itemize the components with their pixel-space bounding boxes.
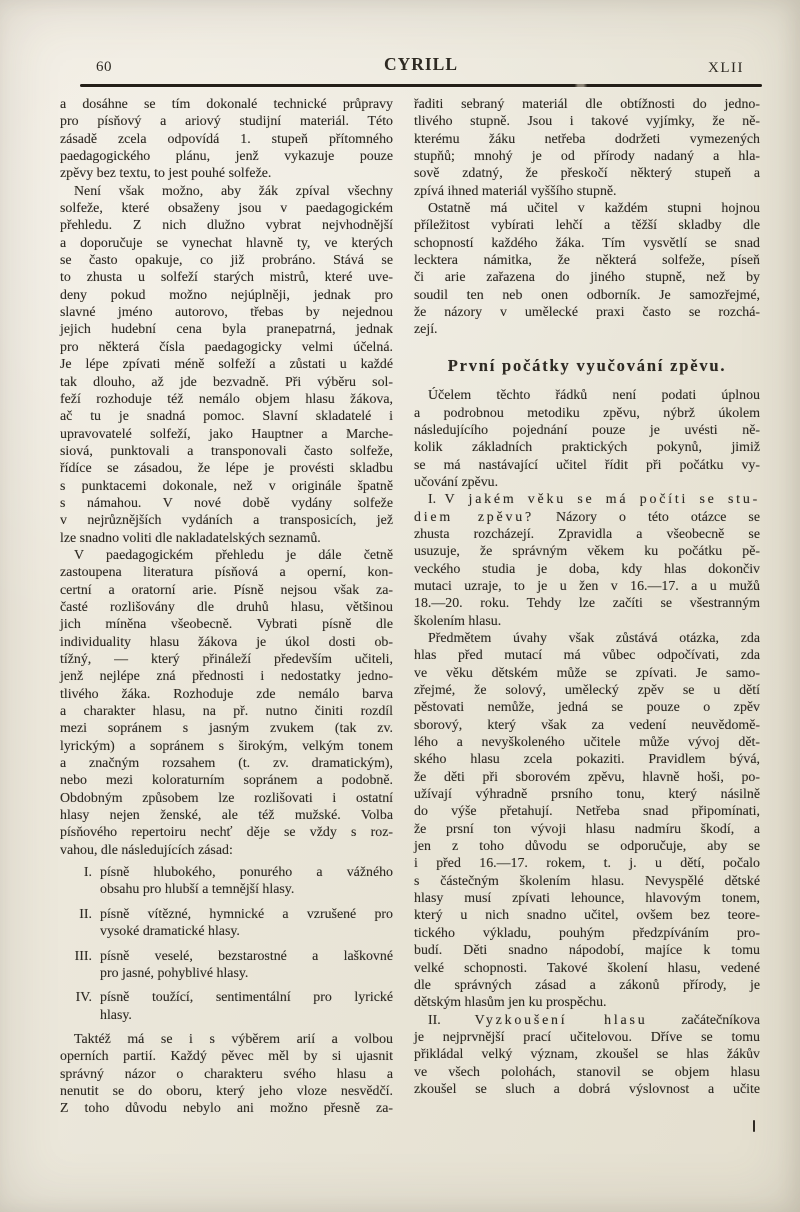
text-line: mezi sopránem s jasným zvukem (tak zv. xyxy=(60,721,393,737)
paragraph xyxy=(414,96,760,200)
text-line: nenutit se do oboru, který jeho vloze nesvědčí. xyxy=(60,1083,393,1099)
text-line: přikládal velký význam, zkoušel se hlas žákův xyxy=(414,1047,760,1063)
section-heading: První počátky vyučování zpěvu. xyxy=(447,355,727,375)
text-line: tížný, — který přináleží především učiteli, xyxy=(60,652,393,667)
text-line: budí. Děti snadno nápodobí, majíce k tomu xyxy=(414,943,760,959)
text-line: to zhusta u solfeží starých mistrů, které uve- xyxy=(60,270,393,286)
text-line: hlasy nejen ženské, ale též mužské. Volba xyxy=(60,808,393,824)
text-line: feží rozhoduje též nemálo objem hlasu žákova, xyxy=(60,391,393,407)
text-line: školením hlasu. xyxy=(414,613,502,629)
text-segment: začátečníkova xyxy=(647,1012,760,1028)
text-line: tlivého stupně. Jsou i takové vyjímky, že ně- xyxy=(414,114,760,130)
text-line: tlivého žáka. Rozhoduje zde nemálo barva xyxy=(60,686,393,702)
text-line xyxy=(414,1012,760,1029)
text-line: 18.—20. roku. Tehdy lze začíti se všestranným xyxy=(414,596,760,612)
text-line: je nejprvnější prací učitelovou. Dříve se tomu xyxy=(414,1029,760,1045)
text-line: sborový, který však za vedení neuvědomě- xyxy=(414,717,760,733)
text-line: správný názor o charakteru svého hlasu a xyxy=(60,1066,393,1082)
text-line: písně vítězné, hymnické a vzrušené pro xyxy=(100,906,393,922)
text-segment: I. xyxy=(428,492,445,508)
text-line: s punktacemi dokonale, než v originále špatně xyxy=(60,478,393,494)
text-line: Předmětem úvahy však zůstává otázka, zda xyxy=(428,630,760,646)
text-line: Obdobným způsobem lze rozlišovati i ostatní xyxy=(60,790,393,806)
text-line: jich míněna všeobecně. Vybrati písně dle xyxy=(60,617,393,633)
text-line: Ostatně má učitel v každém stupni hojnou xyxy=(428,201,760,217)
text-line xyxy=(414,491,760,508)
text-line: hlasy musí zpívati lehounce, hlavovým tonem, xyxy=(414,891,760,907)
list-numeral: III. xyxy=(74,948,92,964)
emphasized-text: diem zpěvu? xyxy=(414,509,534,525)
text-line: i před 16.—17. rokem, t. j. u dětí, počalo xyxy=(414,856,760,872)
text-line: lze snadno voliti dle nakladatelských seznamů. xyxy=(60,530,321,546)
paragraph xyxy=(60,183,393,547)
text-line: písně toužící, sentimentální pro lyrické xyxy=(100,990,393,1006)
text-line: certní a oratorní arie. Písně nejsou však za- xyxy=(60,582,393,598)
text-line: hlasy. xyxy=(100,1007,132,1023)
text-line: se má nastávající učitel řídit při počátku vy- xyxy=(414,457,760,473)
text-line: nebo mezi koloraturním sopránem a podobně. xyxy=(60,773,393,789)
paragraph xyxy=(60,1031,393,1118)
text-line: jejich hudební cena byla pranepatrná, jednak xyxy=(60,322,393,338)
text-line: tak dlouho, až jde bezvadně. Při výběru sol- xyxy=(60,374,393,390)
text-line: Účelem těchto řádků není podati úplnou xyxy=(428,388,760,404)
text-line: následujícího pojednání pouze je uvésti ně- xyxy=(414,422,760,438)
text-line: písně hlubokého, ponurého a vážného xyxy=(100,865,393,881)
text-line: s částečným školením hlasu. Nevyspělé dětské xyxy=(414,873,760,889)
text-line: sově zdatný, že přeskočí některý stupeň a xyxy=(414,166,760,182)
text-line: stupňů; mnohý je od přírody nadaný a hla- xyxy=(414,149,760,165)
header-rule xyxy=(80,84,762,87)
paragraph xyxy=(414,387,760,491)
column-left xyxy=(60,96,393,1118)
text-line: zpěvy bez textu, to jest pouhé solfeže. xyxy=(60,166,272,182)
text-line: přehledu. Z nich dlužno vybrat nejvhodnější xyxy=(60,218,393,234)
column-right xyxy=(414,96,760,1098)
text-line xyxy=(414,509,760,526)
paragraph xyxy=(414,491,760,630)
text-line: lecktera námitka, že některá solfeže, píseň xyxy=(414,253,760,269)
text-line: lyrickým) a sopránem s širokým, velkým tonem xyxy=(60,738,393,754)
text-line: ač tu je snadná pomoc. Slavní skladatelé i xyxy=(60,409,393,425)
text-line: usuzuje, že správným věkem ku počátku pě- xyxy=(414,544,760,560)
text-line: časté rozlišovány dle druhů hlasu, většinou xyxy=(60,599,393,615)
text-line: Taktéž má se i s výběrem arií a volbou xyxy=(74,1031,393,1047)
text-line: dětským hlasům jen ku prospěchu. xyxy=(414,995,607,1011)
text-line: že názory v umělecké praxi často se rozchá- xyxy=(414,305,760,321)
text-line: lého a nevyškoleného učitele může vývoj dět- xyxy=(414,735,760,751)
page-number: 60 xyxy=(96,59,112,75)
text-line: pěstovati nemůže, jedná se pouze o zpěv xyxy=(414,700,760,716)
paragraph xyxy=(414,1012,760,1099)
list-item xyxy=(60,989,393,1024)
text-line: příležitost vybírati lehčí a těžší skladby dle xyxy=(414,218,760,234)
page-header xyxy=(80,52,762,84)
text-line: se často opakuje, co již probráno. Stává se xyxy=(60,253,393,269)
list-numeral: IV. xyxy=(75,990,92,1006)
text-line: upravovatelé solfeží, jako Hauptner a Marche- xyxy=(60,426,393,442)
text-line: dle správných zásad a zákonů přírody, je xyxy=(414,977,760,993)
text-line: ského hlasu zcela pokaziti. Pravidlem bývá, xyxy=(414,752,760,768)
text-line: zejí. xyxy=(414,322,438,338)
emphasized-text: V jakém věku se má počíti se stu- xyxy=(444,492,760,508)
text-line: zkoušel se sluch a dobrá výslovnost a učite xyxy=(414,1081,760,1097)
list-item xyxy=(60,948,393,983)
text-line: operních partií. Každý pěvec měl by si ujasnit xyxy=(60,1049,393,1065)
text-line: veckého studia je doba, kdy hlas dokončiv xyxy=(414,561,760,577)
paragraph xyxy=(414,200,760,339)
text-line: zhusta rozcházejí. Zpravidla a všeobecně se xyxy=(414,526,760,542)
text-line: soudil ten neb onen odborník. Je samozřejmé, xyxy=(414,287,760,303)
text-line: písňového repertoiru nechť děje se vždy s roz- xyxy=(60,825,393,841)
text-line: zásadě zcela odpovídá 1. stupeň přítomného xyxy=(60,131,393,147)
text-line: mutaci uzraje, to je u žen v 16.—17. a u mužů xyxy=(414,578,760,594)
text-line: ve věku dětském může se zpívati. Je samo- xyxy=(414,665,760,681)
text-line: že děti při sborovém zpěvu, hlavně hoši, po- xyxy=(414,769,760,785)
text-line: zpívá ihned materiál vyššího stupně. xyxy=(414,183,617,199)
text-segment: II. xyxy=(428,1012,475,1028)
paragraph xyxy=(60,96,393,183)
text-line: tického výkladu, pouhým předzpíváním pro- xyxy=(414,925,760,941)
text-line: deny pokud možno nejúplněji, jednak pro xyxy=(60,287,393,303)
text-line: v nejrůznějších vydáních a transposicích, jež xyxy=(60,513,393,529)
text-line: s námahou. V nové době vydány solfeže xyxy=(60,495,393,511)
text-line: V paedagogickém přehledu je dále četně xyxy=(74,547,393,563)
list-numeral: II. xyxy=(79,906,92,922)
list-item xyxy=(60,906,393,941)
text-line: Je lépe zpívati méně solfeží a zůstati u každé xyxy=(60,357,393,373)
text-line: kolik základních praktických pokynů, jimiž xyxy=(414,440,760,456)
text-line: a podrobnou metodiku zpěvu, nýbrž úkolem xyxy=(414,405,760,421)
text-line: schopností každého žáka. Tím vysvětlí se snad xyxy=(414,235,760,251)
paragraph xyxy=(60,547,393,859)
text-line: užívají výhradně prsního tonu, který násilně xyxy=(414,787,760,803)
ink-mark xyxy=(753,1120,755,1132)
text-line: písně veselé, bezstarostné a laškovné xyxy=(100,948,393,964)
text-line: do výše přetahují. Netřeba snad připomínati, xyxy=(414,804,760,820)
text-segment: Názory o této otázce se xyxy=(533,509,760,525)
text-line: učování zpěvu. xyxy=(414,474,499,490)
text-line: paedagogického plánu, jenž vykazuje pouze xyxy=(60,149,393,165)
text-line: Není však možno, aby žák zpíval všechny xyxy=(74,183,393,199)
text-line: a doporučuje se vynechat hlavně ty, ve kterých xyxy=(60,235,393,251)
text-line: hlas před mutací má vůbec odpočívati, zda xyxy=(414,648,760,664)
text-line: vahou, dle následujících zásad: xyxy=(60,842,233,858)
list-numeral: I. xyxy=(83,865,92,881)
text-line: kterému žáku netřeba dodržeti vymezených xyxy=(414,131,760,147)
text-line: individuality hlasu žákova je úkol dosti ob- xyxy=(60,634,393,650)
text-line: pro písňový a ariový studijní materiál. Této xyxy=(60,114,393,130)
volume-number: XLII xyxy=(708,60,744,76)
text-line: jen z toho důvodu se odporučuje, aby se xyxy=(414,839,760,855)
text-line: řídíce se zásadou, že lépe je provésti skladbu xyxy=(60,461,393,477)
text-line: pro některá čísla paedagogicky velmi účelná. xyxy=(60,339,393,355)
text-line: velké schopnosti. Takové školení hlasu, vedené xyxy=(414,960,760,976)
text-line: a značným rozsahem (t. zv. dramatickým), xyxy=(60,756,393,772)
text-line: vysoké dramatické hlasy. xyxy=(100,924,240,940)
text-line: siová, punktovali a transponovali často solfeže, xyxy=(60,443,393,459)
text-line: obsahu pro hlubší a temnější hlasy. xyxy=(100,882,295,898)
text-line: že prsní ton vývoji hlasu nadmíru škodí, a xyxy=(414,821,760,837)
text-line: pro jasné, pohyblivé hlasy. xyxy=(100,965,249,981)
text-line: zastoupena literatura písňová a operní, kon- xyxy=(60,565,393,581)
text-line: a charakter hlasu, na př. nutno činiti rozdíl xyxy=(60,704,393,720)
text-line: který u nich snadno učitel, ovšem bez teore- xyxy=(414,908,760,924)
journal-title: CYRILL xyxy=(383,54,459,74)
paragraph xyxy=(414,630,760,1012)
text-line: solfeže, které obsaženy jsou v paedagogickém xyxy=(60,201,393,217)
text-line: Z toho důvodu nebylo ani možno přesně za- xyxy=(60,1101,393,1117)
emphasized-text: Vyzkoušení hlasu xyxy=(474,1012,648,1028)
text-line: či arie zařazena do jiného stupně, než by xyxy=(414,270,760,286)
text-line: zřejmé, že solový, umělecký zpěv se u dětí xyxy=(414,683,760,698)
text-line: slavné jméno autorovo, třebas by nejednou xyxy=(60,305,393,321)
text-line: jenž nejlépe zná přednosti i nedostatky jedno- xyxy=(60,669,393,685)
list-item xyxy=(60,864,393,899)
text-line: ve všech polohách, stanovil se objem hlasu xyxy=(414,1064,760,1080)
text-line: a dosáhne se tím dokonalé technické průpravy xyxy=(60,97,393,112)
text-line: řaditi sebraný materiál dle obtížnosti do jedno- xyxy=(414,97,760,112)
